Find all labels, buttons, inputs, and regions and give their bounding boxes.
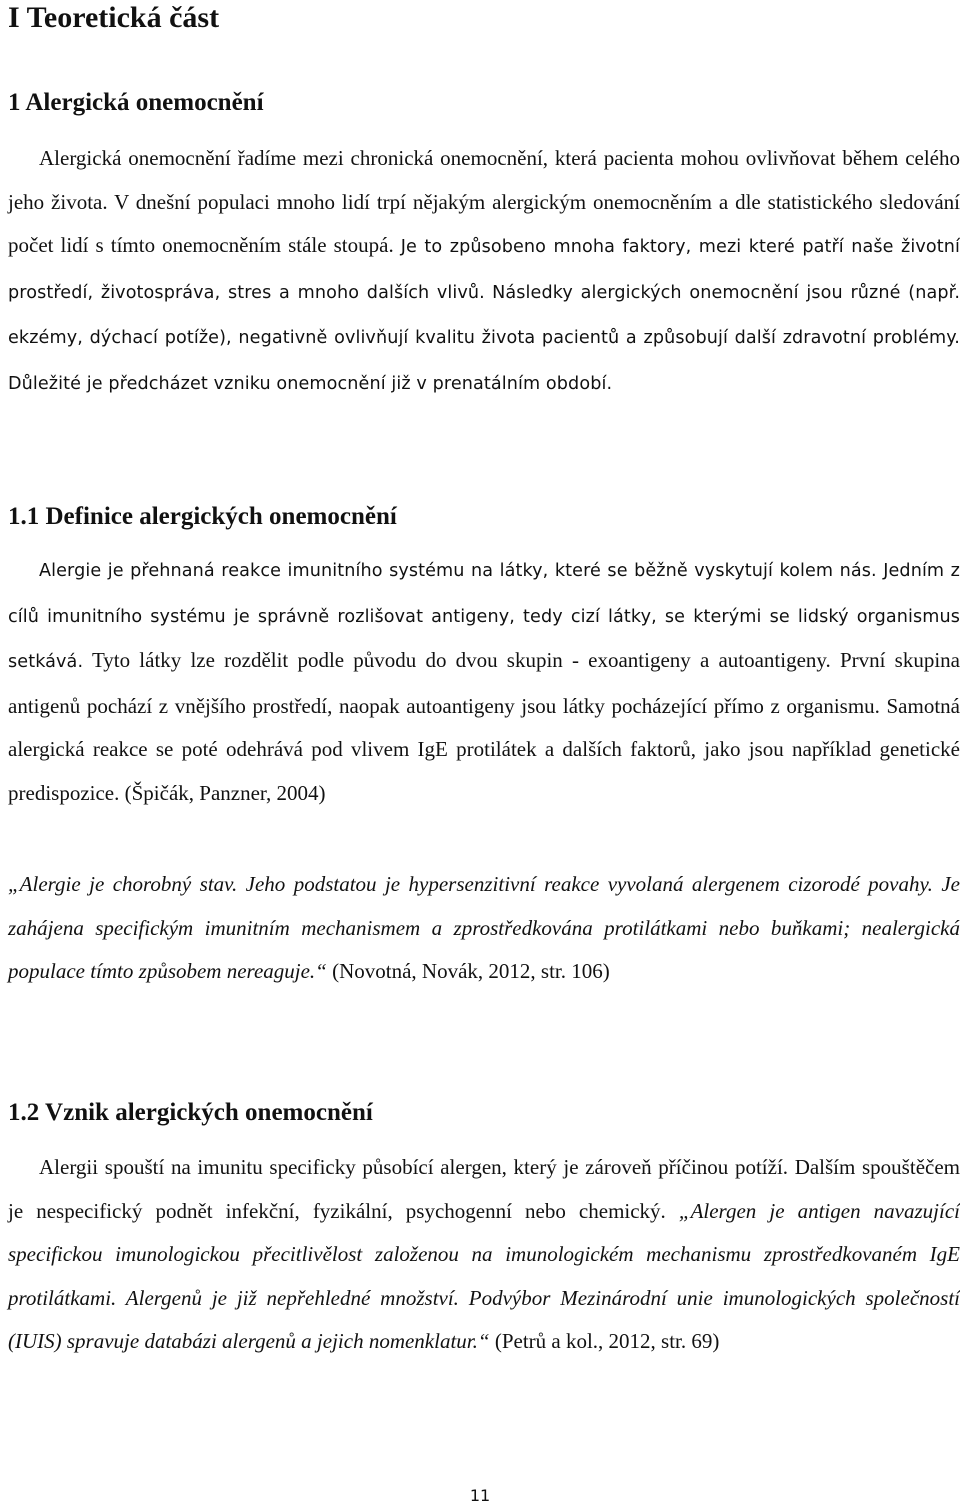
section-1-1-paragraph: [8, 548, 960, 815]
section-1-2-quote: „Alergen je antigen navazující specifickou imunologickou přecitlivělost založenou na imunologickém mechanismu zprostředkovaném IgE protilátkami. Alergenů je již nepřehledné množství. Podvýbor Mezinárodní unie imunologických společností (IUIS) spravuje databázi alergenů a jejich nomenklatur.“: [8, 1198, 960, 1353]
section-1-1-paragraph-part-2: Tyto látky lze rozdělit podle původu do dvou skupin - exoantigeny a autoantigeny. První skupina antigenů pochází z vnějšího prostředí, naopak autoantigeny jsou látky pocházející přímo z organismu. Samotná alergická reakce se poté odehrává pod vlivem IgE protilátek a dalších faktorů, jako jsou například genetické predispozice. (Špičák, Panzner, 2004): [8, 648, 960, 805]
chapter-title: 1 Alergická onemocnění: [8, 89, 264, 116]
chapter-paragraph-part-1: Alergická onemocnění řadíme mezi chronická onemocnění, která pacienta mohou ovlivňovat během celého jeho života. V dnešní populaci mnoho lidí trpí nějakým alergickým onemocněním a dle statistického sledování počet lidí s tímto onemocněním stále stoupá.: [8, 146, 960, 257]
section-1-1-paragraph-part-1: Alergie je přehnaná reakce imunitního systému na látky, které se běžně vyskytují kolem nás. Jedním z cílů imunitního systému je správně rozlišovat antigeny, tedy cizí látky, se kterými se lidský organismus setkává.: [8, 561, 960, 672]
section-1-2-text: Alergii spouští na imunitu specificky působící alergen, který je zároveň příčinou potíží. Dalším spouštěčem je nespecifický podnět infekční, fyzikální, psychogenní nebo chemický.: [8, 1155, 960, 1223]
section-1-1-title: 1.1 Definice alergických onemocnění: [8, 503, 397, 530]
chapter-paragraph: [8, 137, 960, 406]
chapter-paragraph-part-2: Je to způsobeno mnoha faktory, mezi které patří naše životní prostředí, životospráva, stres a mnoho dalších vlivů.: [8, 237, 960, 303]
part-title: I Teoretická část: [8, 1, 220, 34]
section-1-2-paragraph: [8, 1146, 960, 1364]
section-1-1-quote: „Alergie je chorobný stav. Jeho podstatou je hypersenzitivní reakce vyvolaná alergenem cizorodé povahy. Je zahájena specifickým imunitním mechanismem a zprostředkována protilátkami nebo buňkami; nealergická populace tímto způsobem nereaguje.“: [8, 872, 960, 983]
section-1-1-quote-paragraph: [8, 863, 960, 994]
section-1-2-title: 1.2 Vznik alergických onemocnění: [8, 1099, 373, 1126]
page-number: 11: [469, 1486, 491, 1505]
chapter-paragraph-part-3: Následky alergických onemocnění jsou různé (např. ekzémy, dýchací potíže), negativně ovlivňují kvalitu života pacientů a způsobují další zdravotní problémy. Důležité je předcházet vzniku onemocnění již v prenatálním období.: [8, 282, 960, 394]
section-1-2-citation: (Petrů a kol., 2012, str. 69): [489, 1329, 720, 1353]
section-1-1-citation: (Novotná, Novák, 2012, str. 106): [326, 959, 610, 983]
